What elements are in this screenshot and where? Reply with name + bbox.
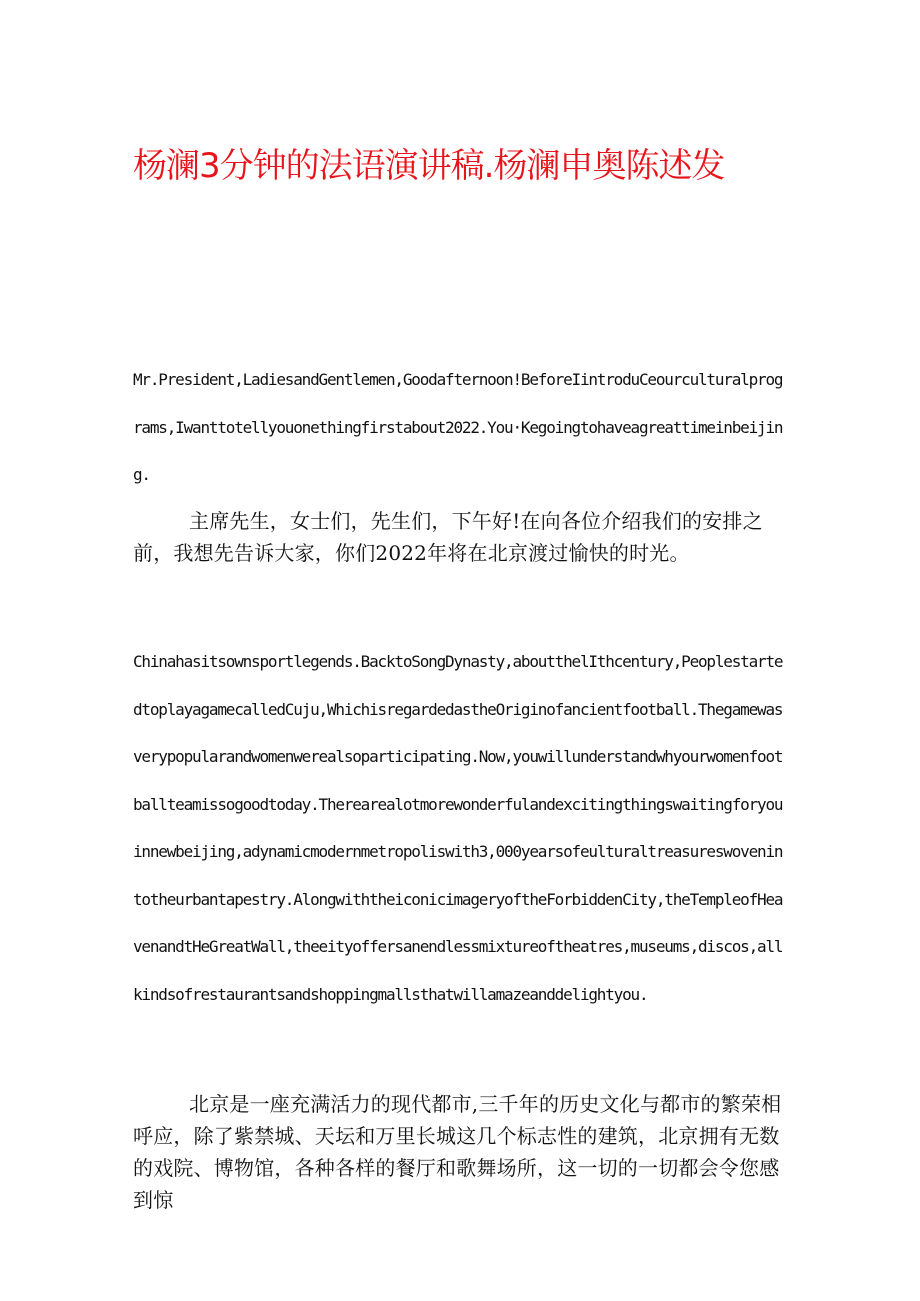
chinese-paragraph-2: 北京是一座充满活力的现代都市,三千年的历史文化与都市的繁荣相呼应，除了紫禁城、天坛和万里长城这几个标志性的建筑，北京拥有无数的戏院、博物馆，各种各样的餐厅和歌舞场所，这一切的一切都会令您感到惊 <box>133 1092 782 1212</box>
english-paragraph-1: Mr.President,LadiesandGentlemen,Goodafternoon!BeforeIintroduCeourculturalprograms,Iwanttotellyouonethingfirstabout2022.You·Kegoingtohaveagreattimeinbeijing. <box>133 370 783 484</box>
page-title: 杨澜3分钟的法语演讲稿.杨澜申奥陈述发 <box>133 146 725 186</box>
english-paragraph-2: Chinahasitsownsportlegends.BacktoSongDynasty,aboutthelIthcentury,PeoplestartedtoplayagamecalledCuju,WhichisregardedastheOriginofancientfootball.Thegamewasverypopularandwomenwerealsoparticipating.Now,youwillunderstandwhyourwomenfootballteamissogoodtoday.Therearealotmorewonderfulandexcitingthingswaitingforyouinnewbeijing,adynamicmodernmetropoliswith3,000yearsofeulturaltreasureswovenintotheurbantapestry.AlongwiththeiconicimageryoftheForbiddenCity,theTempleofHeavenandtHeGreatWall,theeityoffersanendlessmixtureoftheatres,museums,discos,allkindsofrestaurantsandshoppingmallsthatwillamazeanddelightyou. <box>133 652 783 1004</box>
chinese-paragraph-1: 主席先生，女士们，先生们，下午好!在向各位介绍我们的安排之前，我想先告诉大家，你们2022年将在北京渡过愉快的时光。 <box>133 509 763 565</box>
